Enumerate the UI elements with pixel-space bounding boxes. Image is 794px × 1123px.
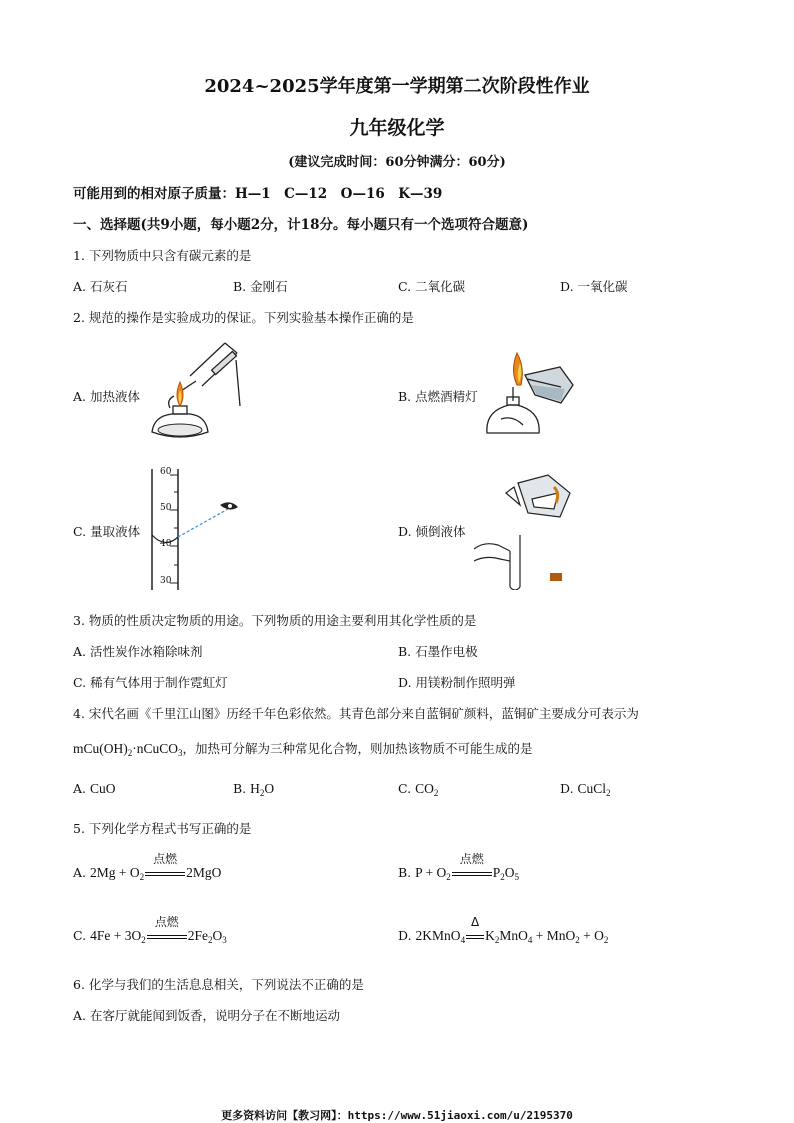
q1-option-c[interactable]: C. 二氧化碳 [398, 279, 466, 294]
q6-option-a[interactable]: A. 在客厅就能闻到饭香，说明分子在不断地运动 [73, 1008, 340, 1023]
q1-option-a[interactable]: A. 石灰石 [73, 279, 128, 294]
question-4-stem: 4. 宋代名画《千里江山图》历经千年色彩依然。其青色部分来自蓝铜矿颜料，蓝铜矿主要成分可表示为 [73, 706, 639, 721]
q2-option-a[interactable]: A. 加热液体 [73, 389, 140, 404]
q1-option-b[interactable]: B. 金刚石 [233, 279, 288, 294]
atomic-mass-line: 可能用到的相对原子质量：H—1 C—12 O—16 K—39 [73, 186, 443, 202]
malachite-formula: $mCu(OH)_2\cdot nCuCO_3$ [73, 741, 183, 758]
q4-option-b[interactable]: B. $H_2O$ [233, 781, 275, 798]
q5-option-b[interactable]: B. $P + O_2$ 点燃 $P_2O_5$ [398, 852, 520, 882]
q4-option-a[interactable]: A. CuO [73, 781, 116, 796]
question-6-stem: 6. 化学与我们的生活息息相关，下列说法不正确的是 [73, 977, 364, 992]
heating-liquid-illustration [140, 338, 250, 448]
condition-heat: Δ [470, 915, 480, 929]
q5-option-c[interactable]: C. $4Fe + 3O_2$ 点燃 $2Fe_2O_3$ [73, 915, 227, 945]
condition-ignite: 点燃 [154, 915, 179, 929]
cylinder-tick-30: 30 [160, 576, 172, 586]
q4-option-d[interactable]: D. CuCl$_2$ [560, 781, 611, 798]
time-note: (建议完成时间：60分钟满分：60分) [288, 155, 506, 170]
q3-option-c[interactable]: C. 稀有气体用于制作霓虹灯 [73, 675, 228, 690]
pouring-liquid-illustration [470, 465, 580, 590]
q2-option-d[interactable]: D. 倾倒液体 [398, 524, 466, 539]
footer-link[interactable]: 更多资料访问【教习网】：https://www.51jiaoxi.com/u/2195370 [221, 1109, 573, 1122]
measuring-cylinder-illustration [140, 465, 250, 595]
question-3-stem: 3. 物质的性质决定物质的用途。下列物质的用途主要利用其化学性质的是 [73, 613, 477, 628]
page-title: 2024~2025学年度第一学期第二次阶段性作业 [204, 76, 590, 97]
cylinder-tick-40: 40 [160, 539, 172, 549]
q1-option-d[interactable]: D. 一氧化碳 [560, 279, 628, 294]
question-4-stem-continued: ，加热可分解为三种常见化合物，则加热该物质不可能生成的是 [182, 741, 533, 756]
q5-option-a[interactable]: A. $2Mg + O_2$ 点燃 2MgO [73, 852, 222, 882]
section-heading: 一、选择题(共9小题，每小题2分，计18分。每小题只有一个选项符合题意) [73, 217, 529, 233]
alcohol-lamp-illustration [465, 345, 575, 440]
subject-title: 九年级化学 [349, 117, 445, 139]
q3-option-b[interactable]: B. 石墨作电极 [398, 644, 478, 659]
q3-option-a[interactable]: A. 活性炭作冰箱除味剂 [73, 644, 203, 659]
question-1-stem: 1. 下列物质中只含有碳元素的是 [73, 248, 252, 263]
question-5-stem: 5. 下列化学方程式书写正确的是 [73, 821, 252, 836]
q4-option-c[interactable]: C. $CO_2$ [398, 781, 439, 798]
q5-option-d[interactable]: D. 2KMnO$_4$ Δ $K_2MnO_4 + MnO_2 + O_2$ [398, 915, 609, 945]
q2-option-b[interactable]: B. 点燃酒精灯 [398, 389, 478, 404]
cylinder-tick-50: 50 [160, 503, 172, 513]
condition-ignite: 点燃 [153, 852, 178, 866]
q2-option-c[interactable]: C. 量取液体 [73, 524, 141, 539]
cylinder-tick-60: 60 [160, 467, 172, 477]
q4-formula-line [73, 738, 533, 757]
condition-ignite: 点燃 [459, 852, 484, 866]
question-2-stem: 2. 规范的操作是实验成功的保证。下列实验基本操作正确的是 [73, 310, 414, 325]
q3-option-d[interactable]: D. 用镁粉制作照明弹 [398, 675, 516, 690]
